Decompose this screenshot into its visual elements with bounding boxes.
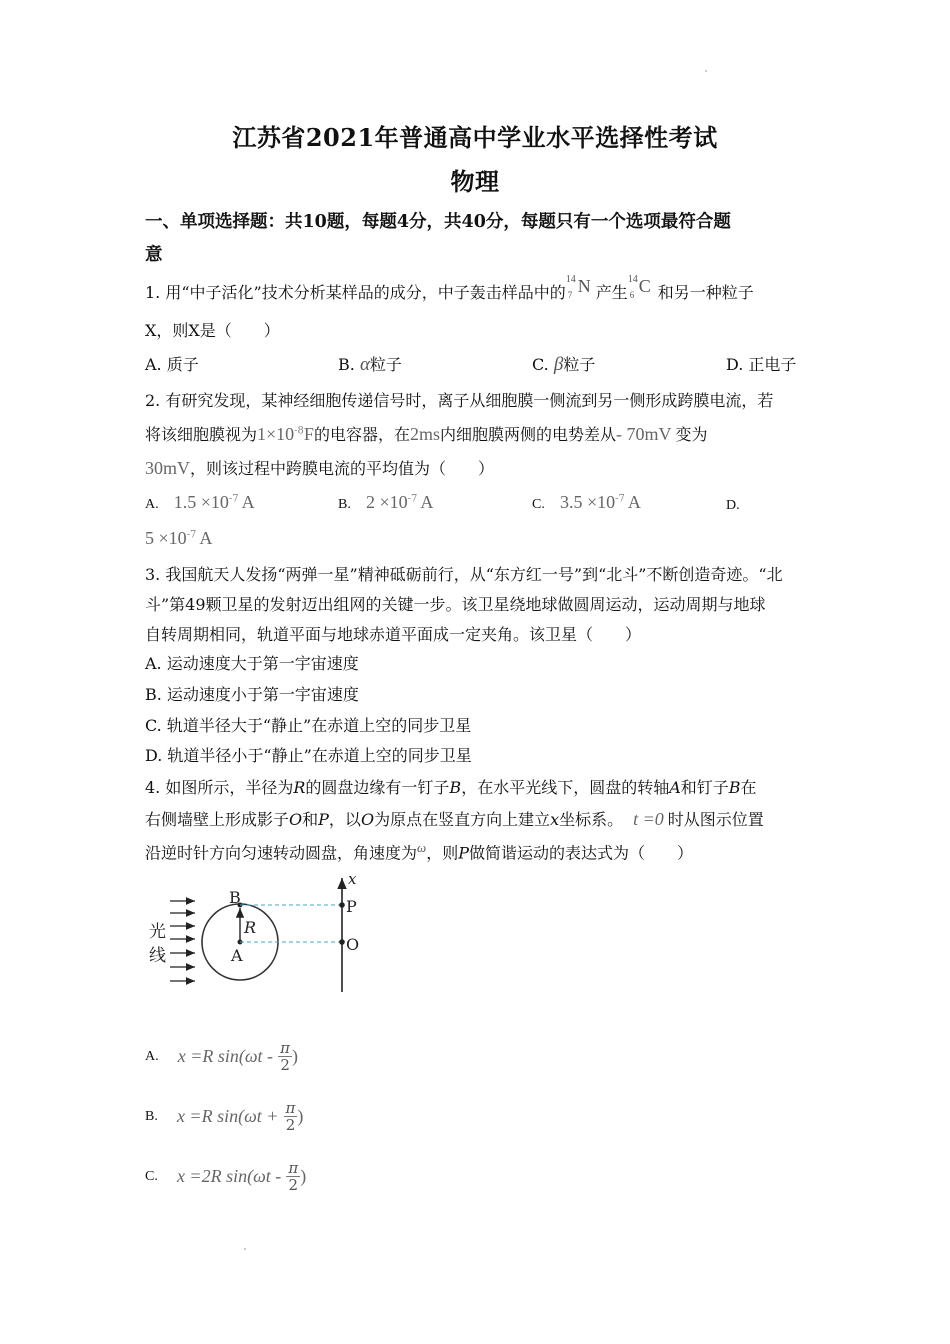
- capacitance-value: 1×10: [257, 424, 295, 444]
- atomic-number: 6: [629, 290, 635, 300]
- alpha-symbol: α: [359, 354, 370, 375]
- q2-option-b: [338, 492, 433, 513]
- option-label: B.: [338, 355, 355, 374]
- var-p: P: [318, 810, 329, 829]
- q4-text: ，则: [426, 843, 459, 863]
- disk-shadow-figure: [140, 870, 380, 1000]
- option-exponent: -7: [186, 529, 197, 541]
- option-label: C.: [145, 1168, 158, 1184]
- option-exponent: -7: [407, 493, 418, 505]
- decorative-dot: [705, 70, 707, 72]
- label-p: P: [346, 897, 357, 916]
- time-value: 2ms: [409, 424, 440, 444]
- q4-text: ，以: [328, 810, 361, 829]
- subject-title: 物理: [450, 167, 500, 196]
- q2-text: 内细胞膜两侧的电势差从: [439, 425, 616, 444]
- var-b: B: [449, 778, 462, 797]
- shadow-point-p: [339, 902, 345, 908]
- var-o: O: [360, 810, 375, 829]
- q2-option-a: [145, 492, 255, 513]
- question-2-line-3: [145, 456, 494, 479]
- option-expression: x =2R sin(ωt -: [176, 1166, 282, 1186]
- fraction: [278, 1040, 292, 1073]
- q4-text: 做简谐运动的表达式为（ ）: [468, 843, 693, 863]
- q4-text: 为原点在竖直方向上建立: [374, 810, 551, 829]
- q1-text: 和另一种粒子: [657, 283, 754, 302]
- light-arrows: [170, 901, 195, 981]
- q1-option-c: [532, 352, 595, 376]
- q4-text: 沿逆时针方向匀速转动圆盘，角速度为: [145, 843, 418, 863]
- option-unit: A: [199, 528, 213, 548]
- option-exponent: -7: [228, 493, 239, 505]
- q4-text: 在: [740, 778, 757, 797]
- omega-symbol: ω: [417, 840, 427, 855]
- label-a: A: [231, 946, 243, 965]
- option-expression: x =R sin(ωt +: [176, 1106, 279, 1126]
- question-2-line-2: [145, 422, 708, 445]
- q2-option-c: [532, 492, 641, 513]
- q2-text: 变为: [675, 425, 708, 444]
- q4-text: 坐标系。: [559, 810, 624, 829]
- option-value: 2 ×10: [365, 492, 408, 512]
- question-4-line-1: [145, 775, 757, 798]
- var-x: x: [550, 810, 560, 829]
- option-label: B.: [338, 497, 351, 512]
- q4-text: 4. 如图所示，半径为: [145, 778, 294, 797]
- element-symbol: C: [638, 276, 651, 296]
- option-label: A.: [145, 497, 159, 512]
- element-symbol: N: [577, 276, 591, 296]
- q3-option-d: D. 轨道半径小于“静止”在赤道上空的同步卫星: [145, 746, 472, 765]
- q2-text: 将该细胞膜视为: [145, 425, 258, 444]
- q1-option-d: D. 正电子: [726, 355, 797, 374]
- question-1-line-1: [145, 274, 754, 303]
- option-label: A.: [145, 1048, 159, 1064]
- question-4-line-3: [145, 840, 693, 863]
- label-b: B: [229, 888, 241, 907]
- mass-number: 14: [627, 274, 638, 285]
- q4-option-b: [145, 1100, 303, 1133]
- var-o: O: [289, 810, 303, 829]
- q3-option-b: B. 运动速度小于第一宇宙速度: [145, 685, 359, 704]
- var-r: R: [293, 778, 306, 797]
- fraction: [284, 1100, 298, 1133]
- q2-option-d-label: [726, 494, 740, 514]
- voltage-initial: - 70mV: [615, 424, 672, 444]
- question-2-line-1: 2. 有研究发现，某神经细胞传递信号时，离子从细胞膜一侧流到另一侧形成跨膜电流，若: [145, 391, 774, 410]
- fraction-numerator: π: [288, 1159, 299, 1177]
- option-unit: A: [627, 492, 641, 512]
- option-text: 粒子: [563, 355, 596, 374]
- q4-text: 和: [302, 810, 319, 829]
- capacitance-unit: F: [303, 424, 314, 444]
- section-heading-cont: 意: [145, 245, 163, 265]
- question-3-line-3: 自转周期相同，轨道平面与地球赤道平面成一定夹角。该卫星（ ）: [145, 625, 642, 644]
- voltage-final: 30mV: [145, 458, 190, 478]
- q1-text: 产生: [595, 283, 628, 302]
- option-value: 3.5 ×10: [559, 492, 616, 512]
- var-p: P: [458, 843, 469, 863]
- option-exponent: -7: [615, 493, 625, 505]
- fraction-numerator: π: [285, 1099, 296, 1117]
- close-paren: ): [297, 1106, 304, 1126]
- shadow-point-o: [339, 939, 345, 945]
- q4-text: 右侧墙壁上形成影子: [145, 810, 290, 829]
- label-r: R: [244, 918, 257, 937]
- option-unit: A: [420, 492, 434, 512]
- capacitance-exponent: -8: [294, 425, 304, 437]
- exam-title: 江苏省2021年普通高中学业水平选择性考试: [232, 123, 718, 152]
- q3-option-c: C. 轨道半径大于“静止”在赤道上空的同步卫星: [145, 716, 472, 735]
- fraction-denominator: 2: [288, 1176, 299, 1194]
- decorative-dot: [244, 1248, 246, 1250]
- q4-text: 和钉子: [680, 778, 729, 797]
- fraction: [286, 1160, 300, 1193]
- mass-number: 14: [565, 274, 576, 285]
- label-x: x: [348, 870, 357, 888]
- option-value: 1.5 ×10: [173, 492, 229, 512]
- option-label: C.: [532, 355, 549, 374]
- t-equals-zero: t =0: [633, 809, 664, 829]
- close-paren: ): [300, 1166, 307, 1186]
- question-1-line-2: X，则X是（ ）: [145, 321, 280, 340]
- beta-symbol: β: [553, 354, 564, 375]
- q4-text: 的圆盘边缘有一钉子: [305, 778, 450, 797]
- label-o: O: [346, 935, 360, 954]
- option-text: 粒子: [369, 355, 402, 374]
- fraction-denominator: 2: [285, 1116, 296, 1134]
- var-b: B: [728, 778, 741, 797]
- question-3-line-2: 斗”第49颗卫星的发射迈出组网的关键一步。该卫星绕地球做圆周运动，运动周期与地球: [145, 595, 766, 614]
- q1-option-a: A. 质子: [145, 355, 199, 374]
- question-4-line-2: [145, 807, 764, 830]
- q2-option-d: [145, 528, 212, 549]
- nuclide-n: [565, 274, 591, 300]
- q3-option-a: A. 运动速度大于第一宇宙速度: [145, 654, 359, 673]
- option-expression: x =R sin(ωt -: [177, 1046, 274, 1066]
- q4-option-a: [145, 1040, 298, 1073]
- atomic-number: 7: [567, 290, 573, 300]
- question-3-line-1: 3. 我国航天人发扬“两弹一星”精神砥砺前行，从“东方红一号”到“北斗”不断创造奇迹。“北: [145, 565, 783, 584]
- q4-text: 时从图示位置: [667, 810, 764, 829]
- q4-text: ，在水平光线下，圆盘的转轴: [461, 778, 670, 797]
- q2-text: ，则该过程中跨膜电流的平均值为（ ）: [190, 459, 495, 478]
- nuclide-c: [627, 274, 652, 300]
- option-unit: A: [241, 492, 255, 512]
- q2-text: 的电容器，在: [313, 425, 410, 444]
- var-a: A: [669, 778, 681, 797]
- q4-option-c: [145, 1160, 306, 1193]
- section-heading: 一、单项选择题：共10题，每题4分，共40分，每题只有一个选项最符合题: [145, 212, 731, 232]
- option-value: 5 ×10: [145, 528, 187, 548]
- option-label: B.: [145, 1108, 158, 1124]
- fraction-numerator: π: [280, 1039, 291, 1057]
- light-label-1: 光: [149, 922, 166, 942]
- close-paren: ): [292, 1046, 299, 1066]
- fraction-denominator: 2: [280, 1056, 290, 1074]
- light-label-2: 线: [149, 946, 166, 966]
- q1-option-b: [338, 352, 402, 376]
- option-label: C.: [532, 497, 545, 512]
- option-label: D.: [726, 498, 740, 513]
- q1-text: 1. 用“中子活化”技术分析某样品的成分，中子轰击样品中的: [145, 283, 566, 302]
